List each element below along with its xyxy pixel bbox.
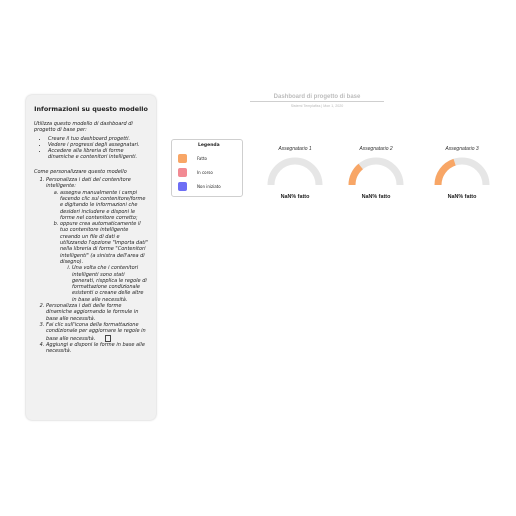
howto-substep <box>60 221 148 303</box>
legend <box>171 139 243 197</box>
dashboard-subtitle: Sistemi Templafiss | Mon 1, 2020 <box>290 104 344 108</box>
legend-item-in-progress <box>178 165 236 179</box>
howto-step-text: Personalizza i dati del contenitore intelligente: <box>46 177 131 190</box>
howto-step <box>46 322 148 342</box>
info-bullet: • Accedere alla libreria di forme dinamiche e contenitori intelligenti. <box>48 148 148 161</box>
info-panel <box>26 95 156 420</box>
howto-substep-text: oppure crea automaticamente il tuo contenitore intelligente creando un file di dati e utilizzando l'opzione "Importa dati" nella libreria di forme "Contenitori intelligenti" (a sinistra dell'area di disegno). <box>60 221 148 265</box>
legend-item-done <box>178 151 236 165</box>
howto-substeps <box>46 190 148 303</box>
howto-step: 2. Personalizza i dati delle forme dinamiche aggiornando le formule in base alle necessità. <box>46 303 148 322</box>
info-intro: Utilizza questo modello di dashboard di progetto di base per: <box>34 121 133 134</box>
gauge-fill <box>438 162 455 185</box>
assignee-card-2 <box>341 146 411 200</box>
info-panel-title: Informazioni su questo modello <box>34 105 148 113</box>
gauge-track <box>271 161 319 185</box>
howto-substep: a. assegna manualmente i campi facendo clic sul contenitore/forme e digitando le informazioni che desideri includere e disponi le forme nel contenitore corretto; <box>60 190 148 221</box>
legend-item-not-started <box>178 179 236 193</box>
assignee-name: Assegnatario 3 <box>445 146 479 152</box>
howto-subsubstep: i. Una volta che i contenitori intelligenti sono stati generati, rispplica le regole di formattazione condizionale esistenti o creane delle altre in base alle necessità. <box>72 265 148 303</box>
conditional-format-icon <box>105 335 111 342</box>
legend-swatch <box>178 168 187 177</box>
assignee-percent: NaN% fatto <box>361 194 391 200</box>
howto-subsubsteps <box>60 265 148 303</box>
progress-gauge <box>433 156 491 188</box>
howto-steps <box>34 177 148 354</box>
legend-label: In corso <box>197 169 213 175</box>
assignee-percent: NaN% fatto <box>447 194 477 200</box>
progress-gauge <box>266 156 324 188</box>
assignee-card-1 <box>260 146 330 200</box>
legend-swatch <box>178 182 187 191</box>
legend-label: Non iniziato <box>197 183 221 189</box>
info-bullets <box>34 136 148 161</box>
legend-swatch <box>178 154 187 163</box>
assignee-card-3 <box>427 146 497 200</box>
howto-title: Come personalizzare questo modello <box>34 168 127 175</box>
assignee-name: Assegnatario 1 <box>278 146 312 152</box>
howto-step-text: Fai clic sull'icona della formattazione condizionale per aggiornare le regole in base alle necessità. <box>46 321 146 342</box>
assignee-percent: NaN% fatto <box>280 194 310 200</box>
legend-title: Legenda <box>198 143 220 148</box>
progress-gauge <box>347 156 405 188</box>
info-bullet: • Vedere i progressi degli assegnatari. <box>48 142 148 148</box>
gauge-fill <box>352 167 361 185</box>
howto-step <box>46 177 148 303</box>
howto-step: 4. Aggiungi e disponi le forme in base alle necessità. <box>46 342 148 355</box>
info-bullet: • Creare il tuo dashboard progetti. <box>48 136 148 142</box>
dashboard-title: Dashboard di progetto di base <box>250 94 384 102</box>
assignee-name: Assegnatario 2 <box>359 146 393 152</box>
legend-label: Fatto <box>197 155 207 161</box>
